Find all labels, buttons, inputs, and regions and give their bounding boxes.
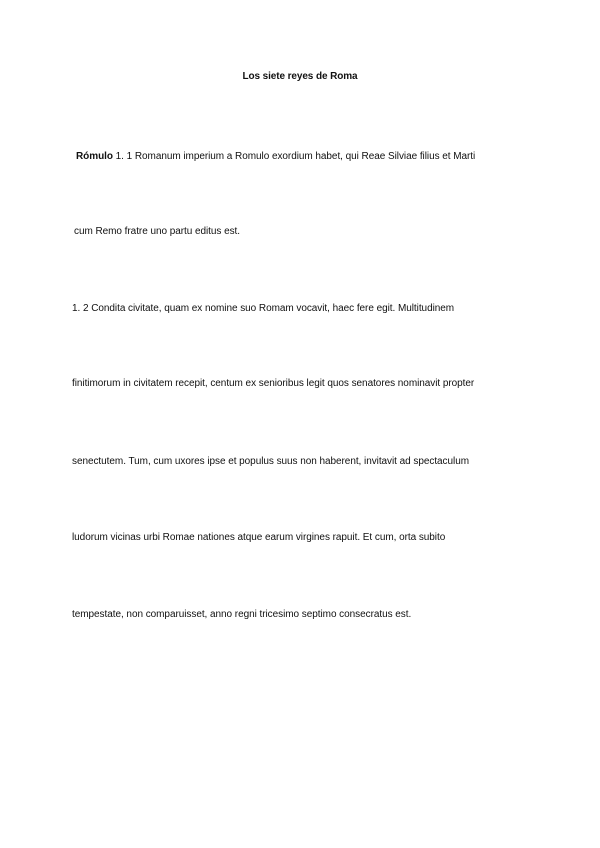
section-heading-romulo: Rómulo	[76, 151, 113, 162]
text-line	[76, 151, 475, 162]
text-line: senectutem. Tum, cum uxores ipse et populus suus non haberent, invitavit ad spectaculum	[72, 456, 469, 467]
text-line: finitimorum in civitatem recepit, centum ex senioribus legit quos senatores nominavit propter	[72, 378, 475, 389]
text-line-content: 1. 1 Romanum imperium a Romulo exordium habet, qui Reae Silviae filius et Marti	[112, 151, 476, 162]
text-line: ludorum vicinas urbi Romae nationes atque earum virgines rapuit. Et cum, orta subito	[72, 532, 446, 543]
document-title: Los siete reyes de Roma	[242, 71, 358, 82]
text-line: cum Remo fratre uno partu editus est.	[74, 226, 241, 237]
text-line: tempestate, non comparuisset, anno regni tricesimo septimo consecratus est.	[72, 609, 412, 620]
text-line: 1. 2 Condita civitate, quam ex nomine suo Romam vocavit, haec fere egit. Multitudinem	[72, 303, 455, 314]
